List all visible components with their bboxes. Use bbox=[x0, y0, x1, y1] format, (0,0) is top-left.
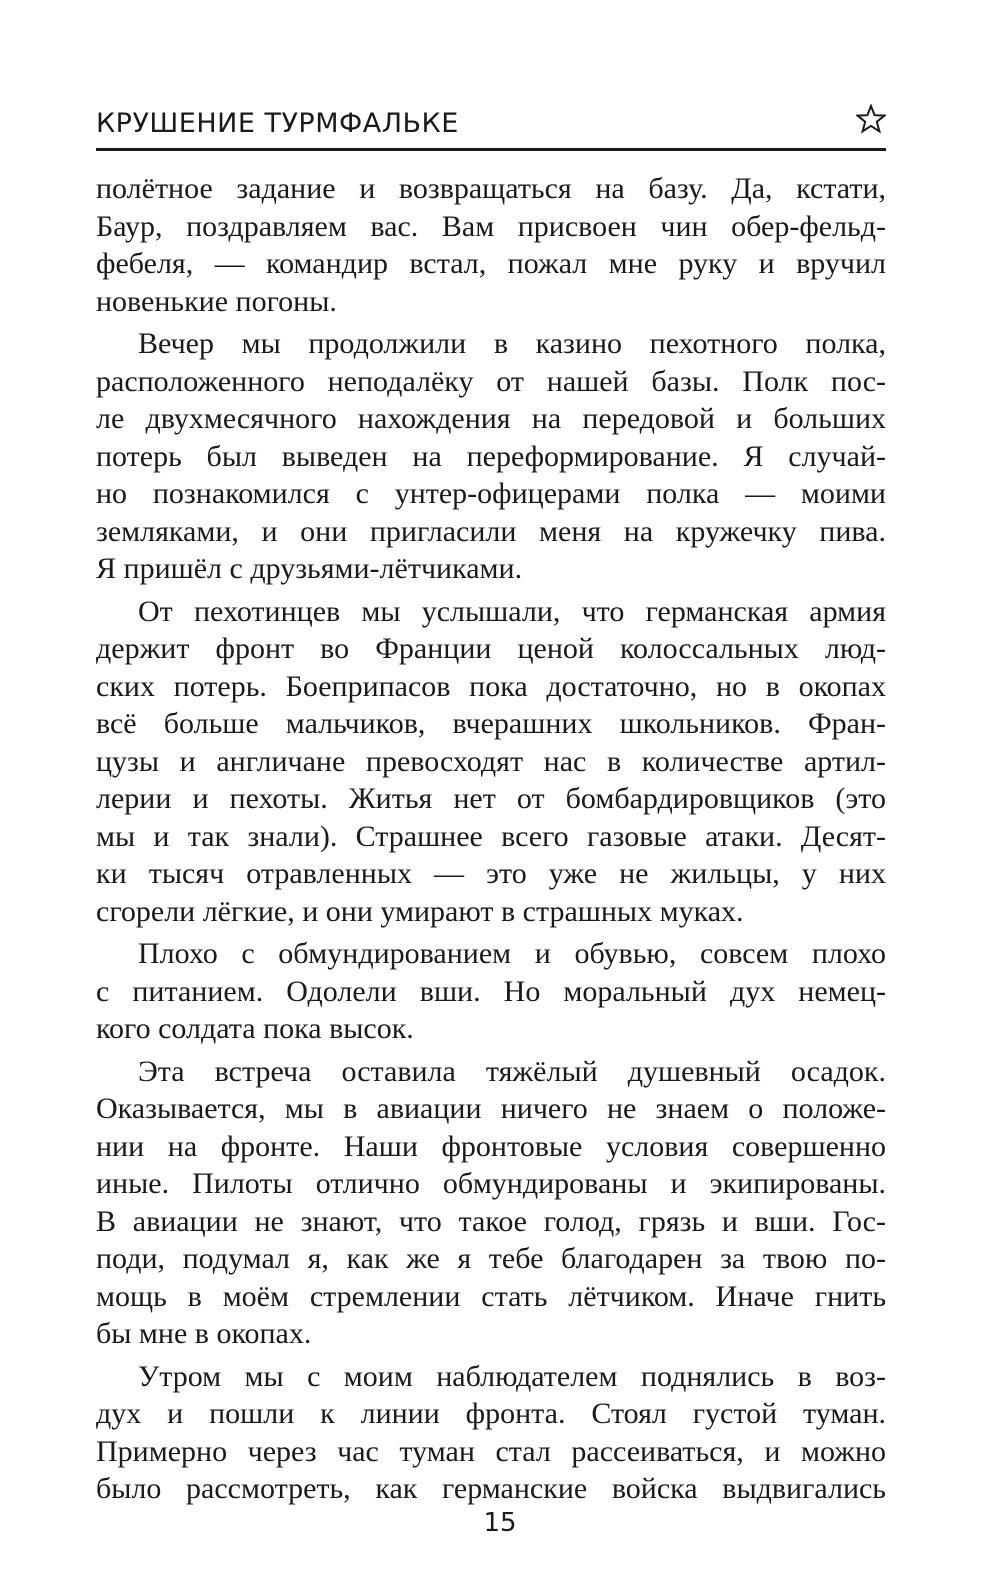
text-line: иные. Пилоты отлично обмундированы и экипированы. bbox=[96, 1167, 886, 1200]
text-line: ских потерь. Боеприпасов пока достаточно, но в окопах bbox=[96, 669, 886, 703]
running-header bbox=[96, 104, 886, 151]
page-number: 15 bbox=[483, 1508, 517, 1538]
text-line: ле двухмесячного нахождения на передовой и больших bbox=[96, 402, 886, 435]
text-line: Утром мы с моим наблюдателем поднялись в воз- bbox=[138, 1359, 886, 1393]
text-line: мощь в моём стремлении стать лётчиком. Иначе гнить bbox=[96, 1279, 886, 1313]
text-line: Я пришёл с друзьями-лётчиками. bbox=[96, 552, 523, 585]
text-line: держит фронт во Франции ценой колоссальных люд- bbox=[96, 632, 886, 665]
text-line: полётное задание и возвращаться на базу. Да, кстати, bbox=[96, 172, 886, 205]
text-line: кого солдата пока высок. bbox=[96, 1012, 414, 1045]
text-line: но познакомился с унтер-офицерами полка — моими bbox=[96, 477, 886, 510]
text-line: фебеля, — командир встал, пожал мне руку и вручил bbox=[96, 247, 886, 280]
running-title: КРУШЕНИЕ ТУРМФАЛЬКЕ bbox=[96, 108, 459, 139]
text-line: От пехотинцев мы услышали, что германская армия bbox=[138, 594, 886, 628]
paragraph bbox=[96, 325, 886, 588]
text-line: Эта встреча оставила тяжёлый душевный осадок. bbox=[138, 1054, 886, 1088]
paragraph bbox=[96, 1358, 886, 1508]
text-line: Баур, поздравляем вас. Вам присвоен чин обер-фельд- bbox=[96, 209, 886, 243]
star-outline-icon bbox=[856, 104, 886, 134]
text-line: Примерно через час туман стал рассеиваться, и можно bbox=[96, 1434, 886, 1468]
body-text bbox=[96, 170, 886, 1508]
text-line: дух и пошли к линии фронта. Стоял густой туман. bbox=[96, 1397, 886, 1430]
text-line: с питанием. Одолели вши. Но моральный дух немец- bbox=[96, 974, 886, 1008]
text-line: Плохо с обмундированием и обувью, совсем плохо bbox=[138, 937, 886, 970]
text-line: нии на фронте. Наши фронтовые условия совершенно bbox=[96, 1129, 886, 1163]
text-line: земляками, и они пригласили меня на кружечку пива. bbox=[96, 514, 886, 548]
paragraph bbox=[96, 1053, 886, 1353]
text-line: цузы и англичане превосходят нас в количестве артил- bbox=[96, 744, 886, 778]
text-line: ки тысяч отравленных — это уже не жильцы, у них bbox=[96, 857, 886, 890]
text-line: мы и так знали). Страшнее всего газовые атаки. Десят- bbox=[96, 819, 886, 853]
text-line: лерии и пехоты. Житья нет от бомбардировщиков (это bbox=[96, 782, 886, 815]
text-line: поди, подумал я, как же я тебе благодарен за твою по- bbox=[96, 1242, 886, 1275]
text-line: сгорели лёгкие, и они умирают в страшных муках. bbox=[96, 894, 744, 928]
paragraph bbox=[96, 593, 886, 931]
text-line: потерь был выведен на переформирование. Я случай- bbox=[96, 439, 886, 473]
text-line: всё больше мальчиков, вчерашних школьников. Фран- bbox=[96, 707, 886, 740]
text-line: Вечер мы продолжили в казино пехотного полка, bbox=[138, 327, 886, 360]
paragraph bbox=[96, 170, 886, 320]
text-line: В авиации не знают, что такое голод, грязь и вши. Гос- bbox=[96, 1204, 886, 1238]
text-line: новенькие погоны. bbox=[96, 284, 337, 318]
paragraph bbox=[96, 935, 886, 1048]
text-line: бы мне в окопах. bbox=[96, 1317, 312, 1350]
text-line: Оказывается, мы в авиации ничего не знаем о положе- bbox=[96, 1092, 886, 1125]
text-line: расположенного неподалёку от нашей базы. Полк пос- bbox=[96, 364, 886, 398]
text-line: было рассмотреть, как германские войска выдвигались bbox=[96, 1472, 886, 1505]
